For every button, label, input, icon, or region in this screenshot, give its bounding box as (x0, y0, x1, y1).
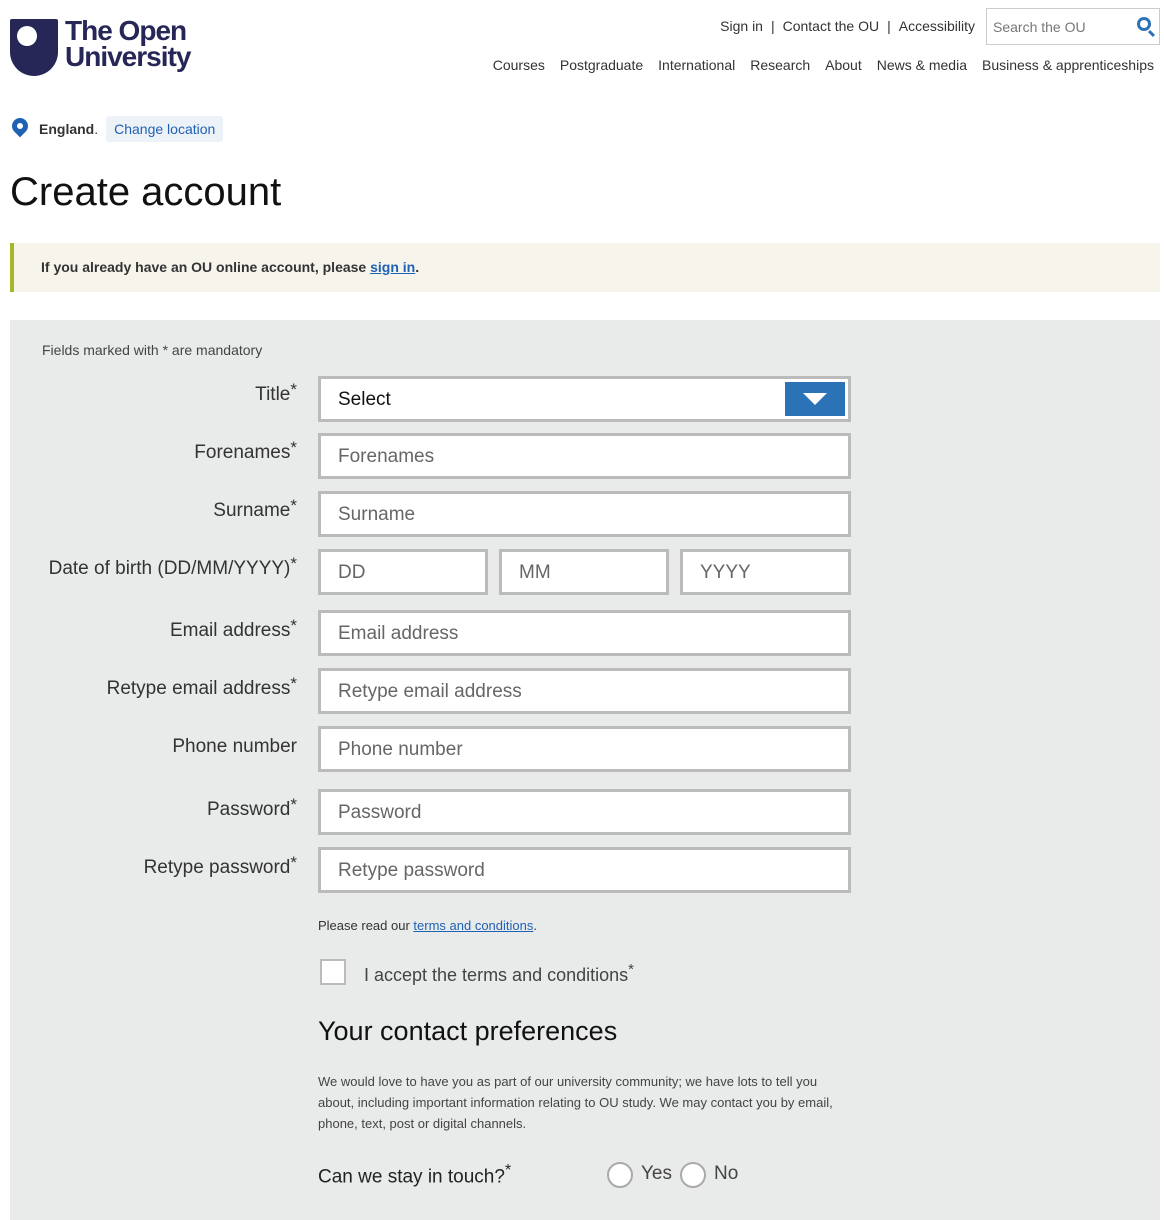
required-star: * (290, 853, 297, 872)
nav-research[interactable]: Research (750, 57, 811, 73)
label-text: Retype password (143, 857, 291, 878)
accessibility-link[interactable]: Accessibility (898, 18, 975, 34)
required-star: * (290, 674, 297, 693)
retype-email-label (106, 674, 297, 700)
dob-month-input[interactable]: MM (499, 549, 669, 595)
nav-news[interactable]: News & media (876, 57, 967, 73)
password-label (206, 795, 297, 821)
yes-radio[interactable] (607, 1162, 633, 1188)
location-country: England (39, 121, 95, 137)
required-star: * (290, 438, 297, 457)
label-text: Surname (213, 500, 291, 521)
label-text: Title (255, 384, 291, 405)
nav-about[interactable]: About (825, 57, 862, 73)
shield-icon (10, 19, 58, 76)
search-icon[interactable] (1137, 17, 1151, 31)
contact-text: We would love to have you as part of our university community; we have lots to tell you about, including important information relating to OU study. We may contact you by email, phone, text, post or digital channels. (318, 1074, 833, 1131)
logo-text: The Open (65, 15, 187, 46)
label-text: Can we stay in touch? (318, 1166, 505, 1188)
nav-postgraduate[interactable]: Postgraduate (559, 57, 644, 73)
nav-international[interactable]: International (658, 57, 736, 73)
forenames-label (194, 438, 297, 464)
location-bar: England . Change location (10, 116, 223, 142)
label-text: Retype email address (106, 678, 291, 699)
retype-password-input[interactable]: Retype password (318, 847, 851, 893)
page-title: Create account (10, 170, 282, 214)
search-input[interactable] (986, 8, 1160, 45)
accept-terms-checkbox[interactable] (320, 959, 346, 985)
mandatory-note: Fields marked with * are mandatory (42, 342, 263, 358)
required-star: * (628, 961, 634, 978)
dob-day-input[interactable]: DD (318, 549, 488, 595)
email-input[interactable]: Email address (318, 610, 851, 656)
retype-email-input[interactable]: Retype email address (318, 668, 851, 714)
sign-in-link[interactable]: sign in (370, 259, 416, 275)
password-input[interactable]: Password (318, 789, 851, 835)
required-star: * (290, 496, 297, 515)
stay-in-touch-label (318, 1162, 511, 1188)
sign-in-link[interactable]: Sign in (720, 18, 763, 34)
surname-input[interactable]: Surname (318, 491, 851, 537)
terms-note (318, 918, 537, 933)
accept-terms-label[interactable] (364, 961, 634, 986)
dob-year-input[interactable]: YYYY (680, 549, 851, 595)
label-text: Email address (169, 620, 291, 641)
title-label (255, 380, 297, 406)
terms-link[interactable]: terms and conditions (413, 918, 534, 933)
notice-end: . (415, 259, 420, 275)
top-links (720, 18, 975, 34)
yes-label[interactable]: Yes (641, 1163, 672, 1184)
dob-label (48, 554, 297, 580)
required-star: * (290, 795, 297, 814)
forenames-input[interactable]: Forenames (318, 433, 851, 479)
required-star: * (504, 1162, 512, 1179)
change-location-button[interactable]: Change location (106, 116, 223, 142)
separator: | (887, 18, 891, 34)
email-label (169, 616, 297, 642)
logo-text: University (65, 41, 191, 72)
select-value: Select (338, 389, 391, 410)
required-star: * (290, 616, 297, 635)
phone-input[interactable]: Phone number (318, 726, 851, 772)
title-select[interactable] (318, 376, 851, 422)
contact-link[interactable]: Contact the OU (782, 18, 880, 34)
no-label[interactable]: No (714, 1163, 739, 1184)
label-text: Password (206, 799, 291, 820)
main-nav (493, 57, 1154, 73)
nav-business[interactable]: Business & apprenticeships (982, 57, 1154, 73)
no-radio[interactable] (680, 1162, 706, 1188)
terms-text: Please read our (318, 918, 414, 933)
label-text: I accept the terms and conditions (364, 965, 629, 985)
phone-label: Phone number (172, 736, 297, 757)
required-star: * (290, 380, 297, 399)
separator: | (770, 18, 775, 34)
chevron-down-icon[interactable] (785, 382, 845, 416)
contact-heading: Your contact preferences (318, 1016, 618, 1046)
terms-end: . (533, 918, 537, 933)
signin-notice (10, 243, 1160, 292)
surname-label (213, 496, 297, 522)
ou-logo[interactable] (10, 15, 191, 78)
required-star: * (290, 554, 297, 573)
nav-courses[interactable]: Courses (492, 57, 545, 73)
notice-text: If you already have an OU online account, please (41, 259, 371, 275)
location-pin-icon (9, 115, 32, 138)
search-placeholder: Search the OU (993, 19, 1086, 35)
label-text: Date of birth (DD/MM/YYYY) (48, 558, 291, 579)
retype-password-label (143, 853, 297, 879)
label-text: Forenames (194, 442, 291, 463)
